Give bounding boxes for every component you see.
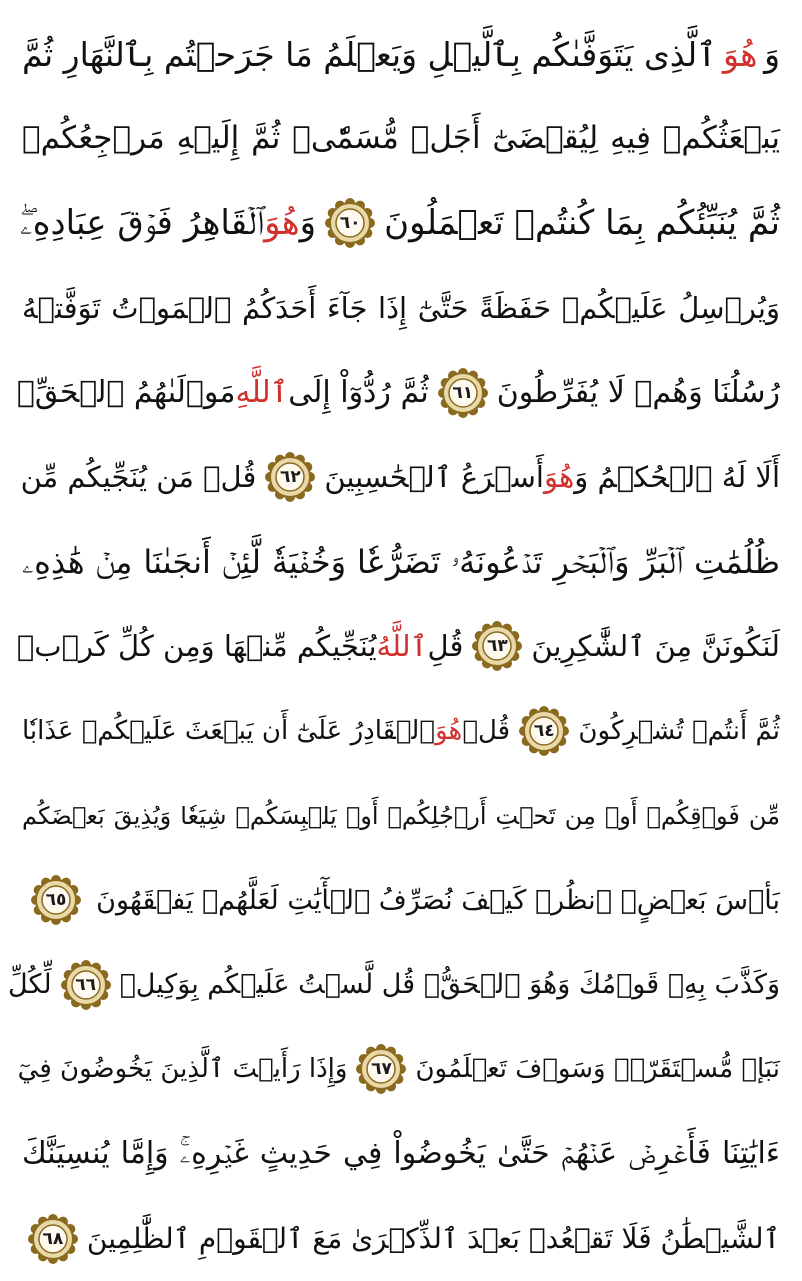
text-line: [16, 350, 780, 435]
ayah-number: ٦٦: [75, 974, 96, 995]
ayah-number: ٦٠: [339, 213, 361, 234]
verse-text: وَ: [299, 203, 317, 244]
divine-name-text: هُوَ: [723, 34, 758, 74]
divine-name-text: هُوَ: [435, 716, 463, 747]
divine-name-text: ٱللَّهِ: [235, 374, 289, 410]
verse-text: يَبۡعَثُكُمۡ فِيهِ لِيُقۡضَىٰٓ أَجَلٞ مُّسَمّٗىۖ ثُمَّ إِلَيۡهِ مَرۡجِعُكُمۡ: [22, 120, 780, 157]
text-line: [22, 520, 780, 605]
verse-text: نَبَإٖ مُّسۡتَقَرّٞۚ وَسَوۡفَ تَعۡلَمُونَ: [415, 1054, 780, 1085]
divine-name-text: ٱللَّهُ: [376, 628, 428, 663]
verse-text: لَنَكُونَنَّ مِنَ ٱلشَّٰكِرِينَ: [531, 628, 780, 663]
text-line: [16, 604, 780, 689]
verse-text: بَأۡسَ بَعۡضٍۗ ٱنظُرۡ كَيۡفَ نُصَرِّفُ ٱلۡأٓيَٰتِ لَعَلَّهُمۡ يَفۡقَهُونَ: [96, 884, 780, 916]
ayah-number: ٦٨: [42, 1228, 64, 1249]
ayah-number: ٦٥: [45, 890, 67, 911]
divine-name-text: هُوَ: [544, 459, 575, 494]
verse-text: أَسۡرَعُ ٱلۡحَٰسِبِينَ: [324, 459, 544, 494]
ayah-number: ٦٣: [486, 636, 508, 657]
ayah-number-marker: [60, 959, 112, 1011]
ayah-number: ٦٢: [279, 467, 301, 488]
verse-text: ثُمَّ يُنَبِّئُكُم بِمَا كُنتُمۡ تَعۡمَلُونَ: [384, 203, 780, 244]
verse-text: قُلۡ: [462, 716, 511, 747]
text-line: [22, 858, 780, 943]
text-line: [17, 1027, 780, 1112]
ayah-number-marker: [264, 451, 316, 503]
ayah-number: ٦٤: [533, 721, 555, 742]
verse-text: قُلِ: [427, 628, 464, 663]
text-line: [22, 266, 780, 351]
verse-text: وَ: [764, 34, 780, 74]
ayah-number-marker: [518, 705, 570, 757]
verse-text: ٱلَّذِى يَتَوَفَّىٰكُم بِٱلَّيۡلِ وَيَعۡلَمُ مَا جَرَحۡتُم بِٱلنَّهَارِ ثُمَّ: [22, 34, 717, 74]
ayah-number: ٦١: [452, 382, 474, 403]
ayah-number-marker: [30, 874, 82, 926]
verse-text: قُلۡ مَن يُنَجِّيكُم مِّن: [20, 459, 257, 494]
verse-text: وَإِذَا رَأَيۡتَ ٱلَّذِينَ يَخُوضُونَ فِيٓ: [17, 1054, 348, 1085]
ayah-number-marker: [471, 620, 523, 672]
text-line: [22, 1112, 780, 1197]
text-line: [22, 97, 780, 182]
text-line: [22, 773, 780, 858]
verse-text: ثُمَّ رُدُّوٓاْ إِلَى: [288, 374, 429, 410]
text-line: [22, 689, 780, 774]
verse-text: مَوۡلَىٰهُمُ ٱلۡحَقِّۚ: [16, 374, 236, 410]
ayah-number-marker: [27, 1213, 79, 1265]
ayah-number-marker: [437, 367, 489, 419]
verse-text: لِّكُلِّ: [8, 969, 52, 1001]
verse-text: ٱلشَّيۡطَٰنُ فَلَا تَقۡعُدۡ بَعۡدَ ٱلذِّكۡرَىٰ مَعَ ٱلۡقَوۡمِ ٱلظَّٰلِمِينَ: [86, 1221, 780, 1255]
text-line: [22, 435, 780, 520]
verse-text: ظُلُمَٰتِ ٱلۡبَرِّ وَٱلۡبَحۡرِ تَدۡعُونَهُۥ تَضَرُّعٗا وَخُفۡيَةٗ لَّئِنۡ أَنجَىٰنَا مِنۡ هَٰذِهِۦ: [22, 542, 780, 581]
verse-text: ثُمَّ أَنتُمۡ تُشۡرِكُونَ: [578, 716, 780, 747]
verse-text: وَيُرۡسِلُ عَلَيۡكُمۡ حَفَظَةً حَتَّىٰٓ إِذَا جَآءَ أَحَدَكُمُ ٱلۡمَوۡتُ تَوَفَّتۡهُ: [22, 290, 780, 325]
ayah-number: ٦٧: [371, 1059, 392, 1080]
verse-text: يُنَجِّيكُم مِّنۡهَا وَمِن كُلِّ كَرۡبٖ: [16, 628, 377, 663]
verse-text: أَلَا لَهُ ٱلۡحُكۡمُ وَ: [574, 459, 780, 494]
verse-text: ٱلۡقَادِرُ عَلَىٰٓ أَن يَبۡعَثَ عَلَيۡكُمۡ عَذَابٗا: [22, 716, 435, 747]
ayah-number-marker: [355, 1043, 407, 1095]
text-line: [22, 1196, 780, 1281]
verse-text: ٱلۡقَاهِرُ فَوۡقَ عِبَادِهِۦۖ: [19, 203, 265, 244]
ayah-number-marker: [324, 197, 376, 249]
verse-text: وَكَذَّبَ بِهِۦ قَوۡمُكَ وَهُوَ ٱلۡحَقُّۚ قُل لَّسۡتُ عَلَيۡكُم بِوَكِيلٖ: [119, 969, 780, 1001]
verse-text: رُسُلُنَا وَهُمۡ لَا يُفَرِّطُونَ: [496, 374, 780, 410]
text-line: [19, 181, 780, 266]
text-line: [22, 12, 780, 97]
divine-name-text: هُوَ: [264, 203, 300, 244]
verse-text: ءَايَٰتِنَا فَأَعۡرِضۡ عَنۡهُمۡ حَتَّىٰ يَخُوضُواْ فِي حَدِيثٍ غَيۡرِهِۦۚ وَإِمَّا يُنسِيَنَّكَ: [22, 1136, 780, 1172]
verse-text: مِّن فَوۡقِكُمۡ أَوۡ مِن تَحۡتِ أَرۡجُلِكُمۡ أَوۡ يَلۡبِسَكُمۡ شِيَعٗا وَيُذِيقَ بَعۡضَكُم: [22, 801, 780, 830]
text-line: [8, 943, 780, 1028]
